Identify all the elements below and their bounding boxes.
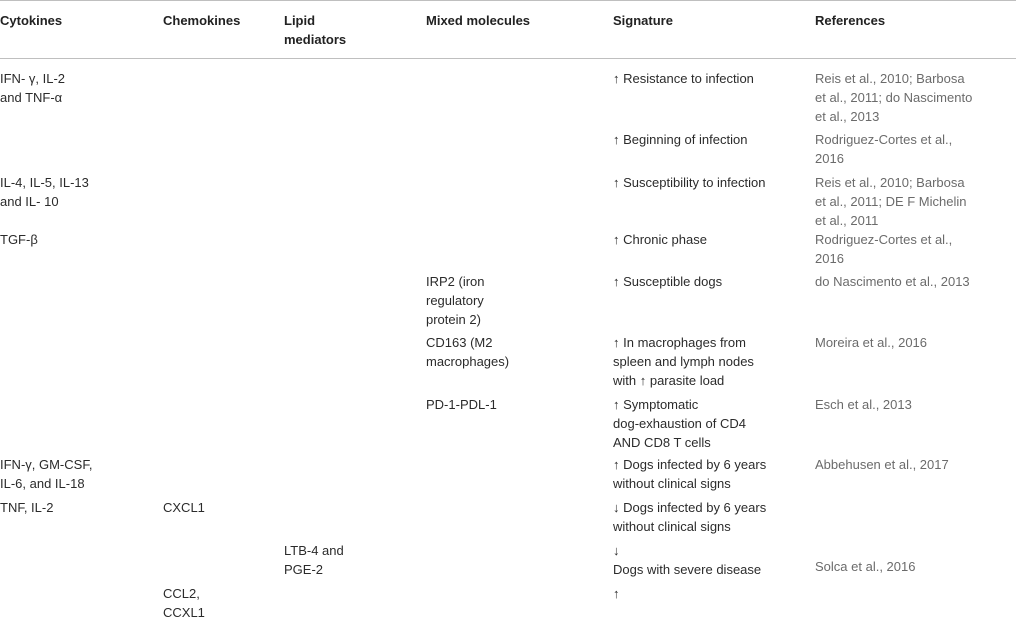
header-chemokines: Chemokines [163, 13, 241, 28]
cell-cytokines-row1-line2: and TNF-α [0, 90, 63, 105]
cell-chemokines-row11-line1: CCL2, [163, 586, 200, 601]
cell-signature-row2-line1: ↑ Beginning of infection [613, 132, 748, 147]
cell-signature-row4-line1: ↑ Chronic phase [613, 232, 707, 247]
cell-mixed-row5-line3: protein 2) [426, 312, 481, 327]
cell-cytokines-row1-line1: IFN- γ, IL-2 [0, 71, 66, 86]
cell-signature-row6-line1: ↑ In macrophages from [613, 335, 746, 350]
cell-mixed-row5-line2: regulatory [426, 293, 484, 308]
cell-signature-row1-line1: ↑ Resistance to infection [613, 71, 754, 86]
header-lipid-mediators-line2: mediators [284, 32, 347, 47]
cell-references-row3-line3: et al., 2011 [815, 213, 879, 228]
cell-mixed-row5-line1: IRP2 (iron [426, 274, 485, 289]
cell-lipid-row10-line2: PGE-2 [284, 562, 324, 577]
cell-signature-row5-line1: ↑ Susceptible dogs [613, 274, 723, 289]
cell-signature-row7-line3: AND CD8 T cells [613, 435, 711, 450]
cell-signature-row6-line2: spleen and lymph nodes [613, 354, 754, 369]
cell-references-row1-line2: et al., 2011; do Nascimento [815, 90, 973, 105]
cell-references-row1-line3: et al., 2013 [815, 109, 880, 124]
cell-references-row5-line1: do Nascimento et al., 2013 [815, 274, 970, 289]
cell-references-row4-line2: 2016 [815, 251, 844, 266]
cell-references-row6-line1: Moreira et al., 2016 [815, 335, 928, 350]
cell-mixed-row6-line1: CD163 (M2 [426, 335, 493, 350]
cell-cytokines-row3-line2: and IL- 10 [0, 194, 59, 209]
cell-signature-row9-line2: without clinical signs [613, 519, 731, 534]
header-lipid-mediators-line1: Lipid [284, 13, 316, 28]
cell-references-row2-line2: 2016 [815, 151, 844, 166]
cell-cytokines-row8-line2: IL-6, and IL-18 [0, 476, 85, 491]
cell-signature-row8-line2: without clinical signs [613, 476, 731, 491]
cell-references-row10-line1: Solca et al., 2016 [815, 559, 916, 574]
cell-mixed-row6-line2: macrophages) [426, 354, 510, 369]
cell-chemokines-row11-line2: CCXL1 [163, 605, 205, 620]
header-mixed-molecules: Mixed molecules [426, 13, 531, 28]
cell-cytokines-row9-line1: TNF, IL-2 [0, 500, 54, 515]
cell-references-row3-line1: Reis et al., 2010; Barbosa [815, 175, 965, 190]
cell-signature-row11-line1: ↑ [613, 586, 620, 601]
cell-cytokines-row3-line1: IL-4, IL-5, IL-13 [0, 175, 89, 190]
cell-references-row2-line1: Rodriguez-Cortes et al., [815, 132, 953, 147]
cell-signature-row9-line1: ↓ Dogs infected by 6 years [613, 500, 767, 515]
table-top-rule [0, 0, 1016, 1]
cell-chemokines-row9-line1: CXCL1 [163, 500, 205, 515]
cell-signature-row10-line2: Dogs with severe disease [613, 562, 762, 577]
cell-references-row1-line1: Reis et al., 2010; Barbosa [815, 71, 965, 86]
cell-signature-row6-line3: with ↑ parasite load [613, 373, 725, 388]
header-signature: Signature [613, 13, 673, 28]
header-bottom-rule [0, 58, 1016, 59]
cell-mixed-row7-line1: PD-1-PDL-1 [426, 397, 497, 412]
cell-cytokines-row8-line1: IFN-γ, GM-CSF, [0, 457, 93, 472]
cell-references-row8-line1: Abbehusen et al., 2017 [815, 457, 949, 472]
header-references: References [815, 13, 886, 28]
cell-signature-row3-line1: ↑ Susceptibility to infection [613, 175, 766, 190]
cell-signature-row7-line2: dog-exhaustion of CD4 [613, 416, 746, 431]
cell-references-row4-line1: Rodriguez-Cortes et al., [815, 232, 953, 247]
cell-references-row3-line2: et al., 2011; DE F Michelin [815, 194, 967, 209]
cell-signature-row10-line1: ↓ [613, 543, 620, 558]
header-cytokines: Cytokines [0, 13, 63, 28]
cell-signature-row8-line1: ↑ Dogs infected by 6 years [613, 457, 767, 472]
cell-signature-row7-line1: ↑ Symptomatic [613, 397, 699, 412]
cell-cytokines-row4-line1: TGF-β [0, 232, 38, 247]
cell-lipid-row10-line1: LTB-4 and [284, 543, 344, 558]
cell-references-row7-line1: Esch et al., 2013 [815, 397, 912, 412]
